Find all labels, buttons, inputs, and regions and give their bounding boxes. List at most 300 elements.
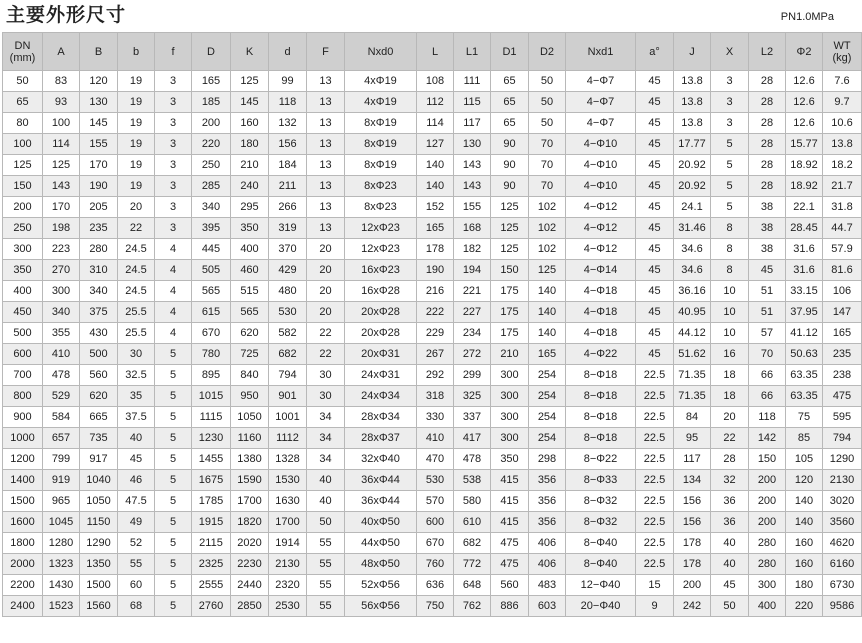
table-cell: 1455 [192, 449, 231, 470]
table-cell: 30 [307, 365, 345, 386]
column-header-label: D2 [539, 45, 555, 58]
table-cell: 40.95 [674, 302, 711, 323]
table-cell: 156 [269, 134, 307, 155]
table-cell: 118 [269, 92, 307, 113]
table-cell: 20 [307, 302, 345, 323]
table-cell: 102 [529, 239, 566, 260]
table-cell: 919 [43, 470, 80, 491]
table-cell: 780 [192, 344, 231, 365]
table-cell: 45 [636, 344, 674, 365]
table-row [3, 428, 862, 449]
table-cell: 1914 [269, 533, 307, 554]
table-cell: 3 [155, 176, 192, 197]
column-header [529, 33, 566, 71]
table-cell: 5 [155, 533, 192, 554]
table-cell: 340 [192, 197, 231, 218]
table-cell: 22.5 [636, 512, 674, 533]
column-header-label: L [431, 45, 439, 58]
table-cell: 242 [674, 596, 711, 617]
table-cell: 3 [155, 134, 192, 155]
column-header-label: (mm) [9, 51, 36, 64]
table-body [3, 71, 862, 617]
table-cell: 170 [80, 155, 118, 176]
table-cell: 81.6 [823, 260, 862, 281]
table-cell: 18 [711, 365, 749, 386]
table-cell: 4 [155, 302, 192, 323]
table-cell: 4−Φ18 [566, 302, 636, 323]
table-cell: 145 [231, 92, 269, 113]
table-cell: 2555 [192, 575, 231, 596]
table-cell: 2400 [3, 596, 43, 617]
table-cell: 580 [454, 491, 491, 512]
column-header-label: B [94, 45, 103, 58]
table-cell: 1350 [80, 554, 118, 575]
table-cell: 8xΦ19 [345, 113, 417, 134]
table-cell: 840 [231, 365, 269, 386]
table-cell: 565 [192, 281, 231, 302]
table-cell: 145 [80, 113, 118, 134]
table-cell: 1040 [80, 470, 118, 491]
table-cell: 2325 [192, 554, 231, 575]
column-header [231, 33, 269, 71]
table-cell: 235 [823, 344, 862, 365]
table-cell: 63.35 [786, 386, 823, 407]
table-row [3, 113, 862, 134]
table-cell: 356 [529, 491, 566, 512]
column-header-label: D1 [502, 45, 517, 58]
table-cell: 2020 [231, 533, 269, 554]
table-cell: 483 [529, 575, 566, 596]
table-cell: 36 [711, 512, 749, 533]
table-cell: 325 [454, 386, 491, 407]
table-cell: 4xΦ19 [345, 71, 417, 92]
table-cell: 595 [823, 407, 862, 428]
table-cell: 417 [454, 428, 491, 449]
column-header [823, 33, 862, 71]
table-cell: 4−Φ10 [566, 176, 636, 197]
table-cell: 400 [3, 281, 43, 302]
table-cell: 7.6 [823, 71, 862, 92]
table-cell: 1230 [192, 428, 231, 449]
table-cell: 762 [454, 596, 491, 617]
table-cell: 38 [749, 197, 786, 218]
table-cell: 190 [417, 260, 454, 281]
table-cell: 1700 [269, 512, 307, 533]
table-cell: 13.8 [674, 92, 711, 113]
table-cell: 280 [749, 533, 786, 554]
table-cell: 901 [269, 386, 307, 407]
table-cell: 8 [711, 218, 749, 239]
column-header-label: L2 [760, 45, 774, 58]
table-row [3, 575, 862, 596]
table-cell: 117 [674, 449, 711, 470]
table-cell: 950 [231, 386, 269, 407]
column-header-label: J [689, 45, 695, 58]
table-row [3, 470, 862, 491]
table-cell: 10 [711, 323, 749, 344]
table-cell: 165 [192, 71, 231, 92]
table-cell: 475 [823, 386, 862, 407]
table-cell: 160 [231, 113, 269, 134]
table-cell: 12−Φ40 [566, 575, 636, 596]
table-cell: 1323 [43, 554, 80, 575]
table-cell: 20 [118, 197, 155, 218]
table-cell: 48xΦ50 [345, 554, 417, 575]
table-cell: 337 [454, 407, 491, 428]
table-cell: 19 [118, 155, 155, 176]
column-header [307, 33, 345, 71]
table-cell: 200 [192, 113, 231, 134]
table-cell: 3 [155, 113, 192, 134]
table-cell: 70 [529, 176, 566, 197]
table-cell: 4−Φ10 [566, 155, 636, 176]
table-cell: 475 [491, 533, 529, 554]
table-cell: 65 [491, 71, 529, 92]
column-header [786, 33, 823, 71]
table-cell: 45 [749, 260, 786, 281]
table-cell: 80 [3, 113, 43, 134]
table-cell: 134 [674, 470, 711, 491]
table-cell: 318 [417, 386, 454, 407]
table-cell: 266 [269, 197, 307, 218]
table-cell: 298 [529, 449, 566, 470]
table-cell: 66 [749, 365, 786, 386]
table-cell: 529 [43, 386, 80, 407]
dimension-table [2, 32, 862, 617]
table-row [3, 533, 862, 554]
table-cell: 222 [417, 302, 454, 323]
column-header-label: Φ2 [796, 45, 812, 58]
table-cell: 178 [674, 533, 711, 554]
table-cell: 700 [3, 365, 43, 386]
table-cell: 254 [529, 386, 566, 407]
table-cell: 1290 [80, 533, 118, 554]
table-cell: 28 [749, 134, 786, 155]
table-cell: 143 [43, 176, 80, 197]
table-cell: 1200 [3, 449, 43, 470]
table-cell: 28xΦ34 [345, 407, 417, 428]
table-cell: 160 [786, 533, 823, 554]
table-cell: 1045 [43, 512, 80, 533]
table-cell: 1050 [80, 491, 118, 512]
table-cell: 445 [192, 239, 231, 260]
table-cell: 32.5 [118, 365, 155, 386]
table-cell: 49 [118, 512, 155, 533]
table-cell: 2130 [823, 470, 862, 491]
table-cell: 8−Φ40 [566, 533, 636, 554]
table-cell: 530 [417, 470, 454, 491]
table-cell: 184 [269, 155, 307, 176]
column-header-label: b [132, 45, 140, 58]
table-cell: 895 [192, 365, 231, 386]
table-cell: 17.77 [674, 134, 711, 155]
table-cell: 45 [636, 176, 674, 197]
table-cell: 470 [417, 449, 454, 470]
table-cell: 25.5 [118, 302, 155, 323]
table-cell: 220 [192, 134, 231, 155]
table-cell: 28xΦ37 [345, 428, 417, 449]
table-row [3, 491, 862, 512]
table-cell: 670 [192, 323, 231, 344]
table-cell: 665 [80, 407, 118, 428]
table-cell: 22.5 [636, 554, 674, 575]
table-cell: 5 [155, 386, 192, 407]
table-cell: 34 [307, 428, 345, 449]
table-cell: 500 [80, 344, 118, 365]
table-cell: 125 [491, 218, 529, 239]
table-cell: 33.15 [786, 281, 823, 302]
table-cell: 118 [749, 407, 786, 428]
table-cell: 5 [155, 344, 192, 365]
table-cell: 340 [43, 302, 80, 323]
table-cell: 4−Φ22 [566, 344, 636, 365]
table-cell: 355 [43, 323, 80, 344]
table-cell: 603 [529, 596, 566, 617]
table-cell: 615 [192, 302, 231, 323]
table-cell: 1700 [231, 491, 269, 512]
table-cell: 19 [118, 176, 155, 197]
column-header-label: WT [833, 39, 851, 52]
table-cell: 34.6 [674, 260, 711, 281]
table-cell: 36.16 [674, 281, 711, 302]
table-cell: 55 [307, 575, 345, 596]
table-cell: 34.6 [674, 239, 711, 260]
table-cell: 70 [529, 155, 566, 176]
table-cell: 12xΦ23 [345, 239, 417, 260]
table-header-row [3, 33, 862, 71]
table-cell: 406 [529, 554, 566, 575]
table-cell: 1160 [231, 428, 269, 449]
page-title: 主要外形尺寸 [6, 4, 127, 26]
table-cell: 350 [3, 260, 43, 281]
table-cell: 200 [749, 491, 786, 512]
table-cell: 21.7 [823, 176, 862, 197]
table-cell: 57 [749, 323, 786, 344]
table-cell: 300 [491, 428, 529, 449]
table-cell: 13 [307, 176, 345, 197]
table-cell: 55 [307, 533, 345, 554]
table-cell: 50 [3, 71, 43, 92]
table-cell: 28 [749, 71, 786, 92]
table-cell: 1600 [3, 512, 43, 533]
table-cell: 165 [529, 344, 566, 365]
table-cell: 410 [43, 344, 80, 365]
table-cell: 1785 [192, 491, 231, 512]
table-cell: 538 [454, 470, 491, 491]
table-cell: 5 [711, 176, 749, 197]
column-header [491, 33, 529, 71]
table-cell: 178 [674, 554, 711, 575]
table-cell: 75 [786, 407, 823, 428]
table-cell: 16xΦ28 [345, 281, 417, 302]
table-cell: 238 [823, 365, 862, 386]
table-cell: 13 [307, 155, 345, 176]
table-cell: 210 [231, 155, 269, 176]
table-cell: 55 [307, 554, 345, 575]
table-cell: 50.63 [786, 344, 823, 365]
table-cell: 35 [118, 386, 155, 407]
table-cell: 31.6 [786, 239, 823, 260]
table-cell: 13 [307, 113, 345, 134]
table-cell: 60 [118, 575, 155, 596]
table-cell: 6730 [823, 575, 862, 596]
table-cell: 46 [118, 470, 155, 491]
table-cell: 234 [454, 323, 491, 344]
column-header [269, 33, 307, 71]
table-cell: 100 [43, 113, 80, 134]
table-cell: 140 [529, 302, 566, 323]
table-cell: 175 [491, 281, 529, 302]
column-header-label: D [207, 45, 215, 58]
table-cell: 3 [155, 71, 192, 92]
table-cell: 24xΦ34 [345, 386, 417, 407]
table-cell: 38 [749, 239, 786, 260]
table-cell: 5 [155, 428, 192, 449]
column-header-label: DN [14, 39, 31, 52]
table-cell: 8 [711, 239, 749, 260]
table-cell: 40 [307, 491, 345, 512]
table-cell: 223 [43, 239, 80, 260]
table-cell: 140 [529, 323, 566, 344]
table-cell: 299 [454, 365, 491, 386]
table-cell: 50 [529, 71, 566, 92]
table-cell: 480 [269, 281, 307, 302]
column-header [674, 33, 711, 71]
table-cell: 165 [823, 323, 862, 344]
table-cell: 12xΦ23 [345, 218, 417, 239]
table-row [3, 281, 862, 302]
table-row [3, 239, 862, 260]
table-cell: 4 [155, 281, 192, 302]
table-cell: 254 [529, 428, 566, 449]
table-cell: 65 [3, 92, 43, 113]
column-header [80, 33, 118, 71]
table-cell: 140 [417, 155, 454, 176]
table-cell: 178 [417, 239, 454, 260]
table-cell: 24xΦ31 [345, 365, 417, 386]
table-cell: 45 [636, 134, 674, 155]
table-cell: 5 [155, 365, 192, 386]
table-cell: 180 [786, 575, 823, 596]
table-cell: 198 [43, 218, 80, 239]
table-cell: 108 [417, 71, 454, 92]
table-cell: 250 [192, 155, 231, 176]
table-cell: 800 [3, 386, 43, 407]
table-cell: 28 [749, 113, 786, 134]
column-header-label: X [725, 45, 734, 58]
table-cell: 106 [823, 281, 862, 302]
table-cell: 22.5 [636, 533, 674, 554]
table-cell: 2200 [3, 575, 43, 596]
table-cell: 45 [636, 197, 674, 218]
table-cell: 4−Φ12 [566, 197, 636, 218]
table-cell: 45 [118, 449, 155, 470]
table-cell: 410 [417, 428, 454, 449]
table-row [3, 365, 862, 386]
table-cell: 20.92 [674, 155, 711, 176]
table-cell: 285 [192, 176, 231, 197]
table-cell: 450 [3, 302, 43, 323]
table-cell: 90 [491, 134, 529, 155]
table-cell: 200 [749, 470, 786, 491]
table-cell: 2850 [231, 596, 269, 617]
table-cell: 30 [118, 344, 155, 365]
table-cell: 570 [417, 491, 454, 512]
table-cell: 1530 [269, 470, 307, 491]
table-cell: 34 [307, 449, 345, 470]
table-cell: 350 [491, 449, 529, 470]
table-cell: 93 [43, 92, 80, 113]
table-cell: 8−Φ18 [566, 407, 636, 428]
table-cell: 2000 [3, 554, 43, 575]
table-cell: 8−Φ32 [566, 512, 636, 533]
table-cell: 216 [417, 281, 454, 302]
table-cell: 4 [155, 239, 192, 260]
table-cell: 156 [674, 512, 711, 533]
table-cell: 125 [491, 197, 529, 218]
table-cell: 85 [786, 428, 823, 449]
table-cell: 200 [3, 197, 43, 218]
table-cell: 4−Φ18 [566, 323, 636, 344]
table-cell: 18.92 [786, 155, 823, 176]
table-cell: 760 [417, 554, 454, 575]
table-cell: 115 [454, 92, 491, 113]
table-cell: 8−Φ18 [566, 365, 636, 386]
table-cell: 8−Φ40 [566, 554, 636, 575]
table-cell: 45 [636, 71, 674, 92]
pressure-rating: PN1.0MPa [780, 11, 834, 23]
table-cell: 900 [3, 407, 43, 428]
table-cell: 30 [307, 386, 345, 407]
table-cell: 114 [43, 134, 80, 155]
table-cell: 3 [155, 155, 192, 176]
table-cell: 8−Φ33 [566, 470, 636, 491]
table-cell: 200 [674, 575, 711, 596]
table-cell: 37.95 [786, 302, 823, 323]
table-cell: 1150 [80, 512, 118, 533]
table-cell: 52 [118, 533, 155, 554]
column-header [454, 33, 491, 71]
table-row [3, 407, 862, 428]
table-cell: 18.2 [823, 155, 862, 176]
table-cell: 356 [529, 470, 566, 491]
table-cell: 220 [786, 596, 823, 617]
table-cell: 5 [155, 491, 192, 512]
table-cell: 5 [155, 575, 192, 596]
table-cell: 13.8 [674, 113, 711, 134]
table-cell: 36xΦ44 [345, 491, 417, 512]
column-header-label: F [322, 45, 329, 58]
table-row [3, 176, 862, 197]
table-cell: 28 [749, 155, 786, 176]
table-row [3, 449, 862, 470]
table-cell: 41.12 [786, 323, 823, 344]
table-cell: 120 [80, 71, 118, 92]
table-row [3, 260, 862, 281]
table-cell: 125 [43, 155, 80, 176]
table-cell: 36 [711, 491, 749, 512]
table-cell: 102 [529, 218, 566, 239]
table-cell: 5 [155, 596, 192, 617]
table-cell: 250 [3, 218, 43, 239]
table-cell: 10 [711, 302, 749, 323]
table-cell: 22.5 [636, 428, 674, 449]
table-cell: 44xΦ50 [345, 533, 417, 554]
table-cell: 28 [711, 449, 749, 470]
table-cell: 185 [192, 92, 231, 113]
table-cell: 4−Φ7 [566, 113, 636, 134]
table-row [3, 197, 862, 218]
